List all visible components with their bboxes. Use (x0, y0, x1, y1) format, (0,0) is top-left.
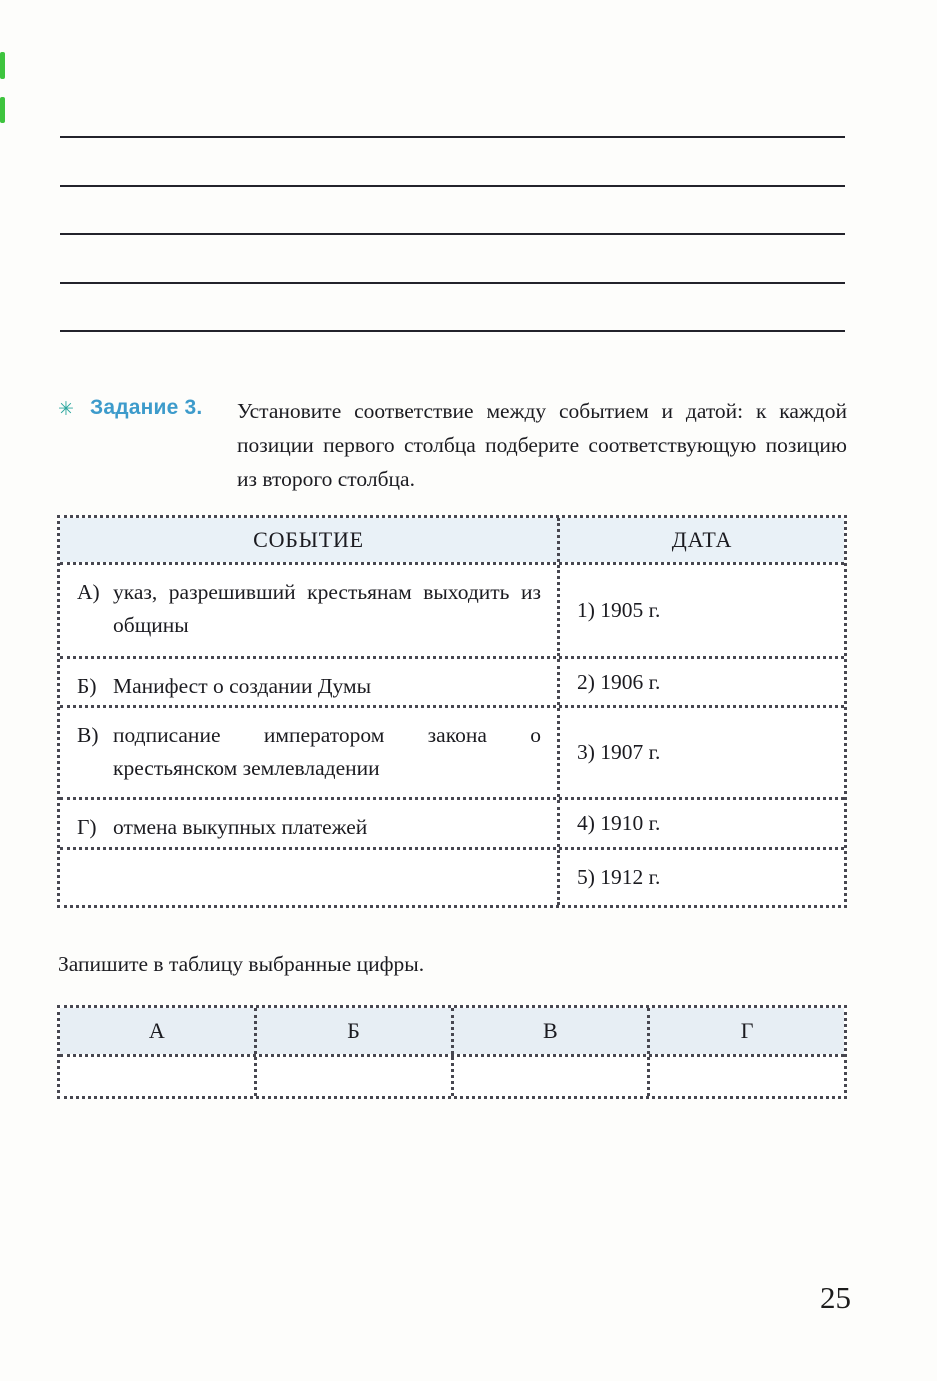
match-row-v (60, 705, 844, 797)
event-letter: Г) (77, 815, 97, 839)
answer-input-cell-a (60, 1057, 257, 1096)
answer-header-cell-b: Б (257, 1008, 454, 1054)
task-block (58, 394, 847, 496)
event-letter: А) (77, 580, 100, 604)
asterisk-icon: ✳ (58, 398, 74, 420)
writing-line (60, 233, 845, 235)
answer-header-cell-a: А (60, 1008, 257, 1054)
task-label: Задание 3. (90, 396, 203, 419)
event-text: указ, разрешивший крестьянам выходить из общины (113, 580, 541, 637)
match-row-empty (60, 847, 844, 905)
writing-lines (60, 136, 845, 332)
answer-input-cell-b (257, 1057, 454, 1096)
event-text: подписание императором закона о крестьянском землевладении (113, 723, 541, 780)
writing-line (60, 330, 845, 332)
page-number: 25 (820, 1280, 851, 1315)
event-text: отмена выкупных платежей (113, 815, 368, 839)
event-letter: В) (77, 723, 99, 747)
task-text: Установите соответствие между событием и датой: к каждой позиции первого столбца подберите соответствующую позицию из второго столбца. (237, 399, 847, 491)
date-cell: 2) 1906 г. (577, 669, 661, 694)
writing-line (60, 136, 845, 138)
event-text: Манифест о создании Думы (113, 674, 372, 698)
answer-header-cell-g: Г (650, 1008, 844, 1054)
date-cell: 3) 1907 г. (577, 740, 661, 764)
answer-table (57, 1005, 847, 1099)
writing-line (60, 282, 845, 284)
scan-artifact (0, 52, 5, 79)
date-cell: 5) 1912 г. (577, 865, 661, 889)
instruction-text: Запишите в таблицу выбранные цифры. (58, 952, 425, 976)
match-header-event: СОБЫТИЕ (60, 518, 560, 562)
date-cell: 1) 1905 г. (577, 598, 661, 622)
answer-table-input-row (60, 1054, 844, 1096)
date-cell: 4) 1910 г. (577, 811, 661, 835)
event-letter: Б) (77, 674, 97, 698)
answer-input-cell-v (454, 1057, 651, 1096)
match-row-b (60, 656, 844, 705)
writing-line (60, 185, 845, 187)
scan-artifact (0, 97, 5, 123)
match-table (57, 515, 847, 908)
answer-table-header-row (60, 1008, 844, 1054)
answer-input-cell-g (650, 1057, 844, 1096)
answer-header-cell-v: В (454, 1008, 651, 1054)
match-header-date: ДАТА (560, 518, 844, 562)
match-row-a (60, 562, 844, 656)
match-row-g (60, 797, 844, 847)
match-table-header-row (60, 518, 844, 562)
